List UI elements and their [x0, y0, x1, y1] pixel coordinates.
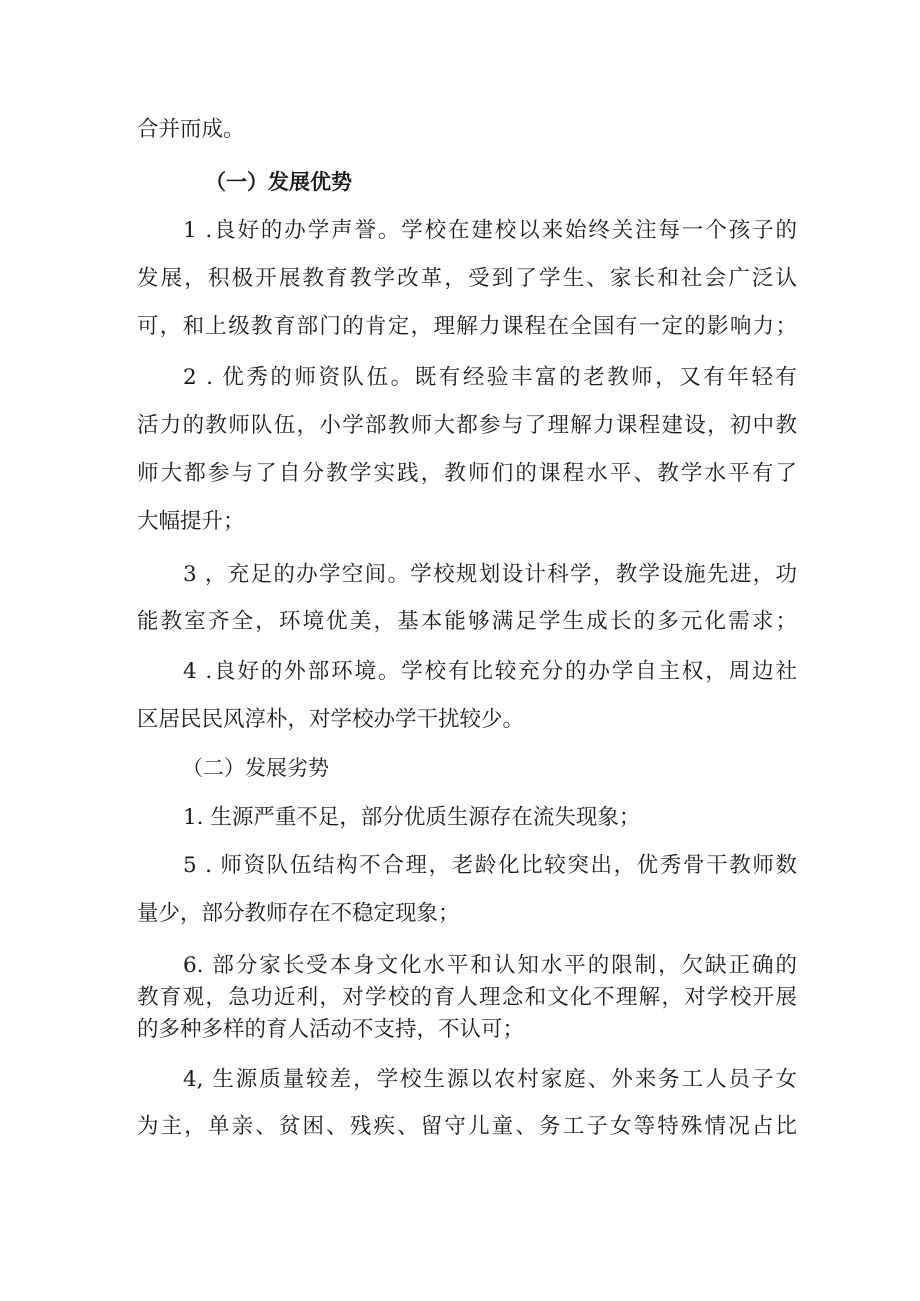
- disadvantage-2-line-2: 量少，部分教师存在不稳定现象；: [137, 901, 460, 926]
- section-heading-disadvantages: （二）发展劣势: [182, 756, 329, 780]
- advantage-1-line-3: 可，和上级教育部门的肯定，理解力课程在全国有一定的影响力；: [137, 314, 797, 339]
- advantage-2-line-2: 活力的教师队伍，小学部教师大都参与了理解力课程建设，初中教: [137, 413, 797, 438]
- disadvantage-1-line-1: 1. 生源严重不足，部分优质生源存在流失现象；: [183, 805, 641, 830]
- advantage-4-line-1: 4 .良好的外部环境。学校有比较充分的办学自主权，周边社: [183, 659, 797, 684]
- advantage-1-line-2: 发展，积极开展教育教学改革，受到了学生、家长和社会广泛认: [137, 266, 797, 291]
- disadvantage-4-line-2: 为主，单亲、贫困、残疾、留守儿童、务工子女等特殊情况占比: [137, 1114, 797, 1139]
- intro-tail-text: 合并而成。: [137, 117, 245, 142]
- advantage-3-line-2: 能教室齐全，环境优美，基本能够满足学生成长的多元化需求；: [137, 609, 797, 634]
- disadvantage-2-line-1: 5 . 师资队伍结构不合理，老龄化比较突出，优秀骨干教师数: [183, 853, 797, 878]
- advantage-4-line-2: 区居民民风淳朴，对学校办学干扰较少。: [137, 707, 525, 732]
- section-heading-advantages: （一）发展优势: [205, 170, 352, 194]
- advantage-2-line-4: 大幅提升；: [137, 509, 245, 534]
- advantage-1-line-1: 1 .良好的办学声誉。学校在建校以来始终关注每一个孩子的: [183, 218, 797, 243]
- disadvantage-3-line-3: 的多种多样的育人活动不支持，不认可；: [137, 1017, 525, 1042]
- disadvantage-3-line-1: 6. 部分家长受本身文化水平和认知水平的限制，欠缺正确的: [183, 953, 797, 978]
- disadvantage-3-line-2: 教育观，急功近利，对学校的育人理念和文化不理解，对学校开展: [137, 985, 797, 1010]
- advantage-2-line-3: 师大都参与了自分教学实践，教师们的课程水平、教学水平有了: [137, 461, 797, 486]
- advantage-3-line-1: 3 ，充足的办学空间。学校规划设计科学，教学设施先进，功: [183, 562, 797, 587]
- advantage-2-line-1: 2 . 优秀的师资队伍。既有经验丰富的老教师，又有年轻有: [183, 365, 797, 390]
- disadvantage-4-line-1: 4, 生源质量较差，学校生源以农村家庭、外来务工人员子女: [183, 1067, 797, 1092]
